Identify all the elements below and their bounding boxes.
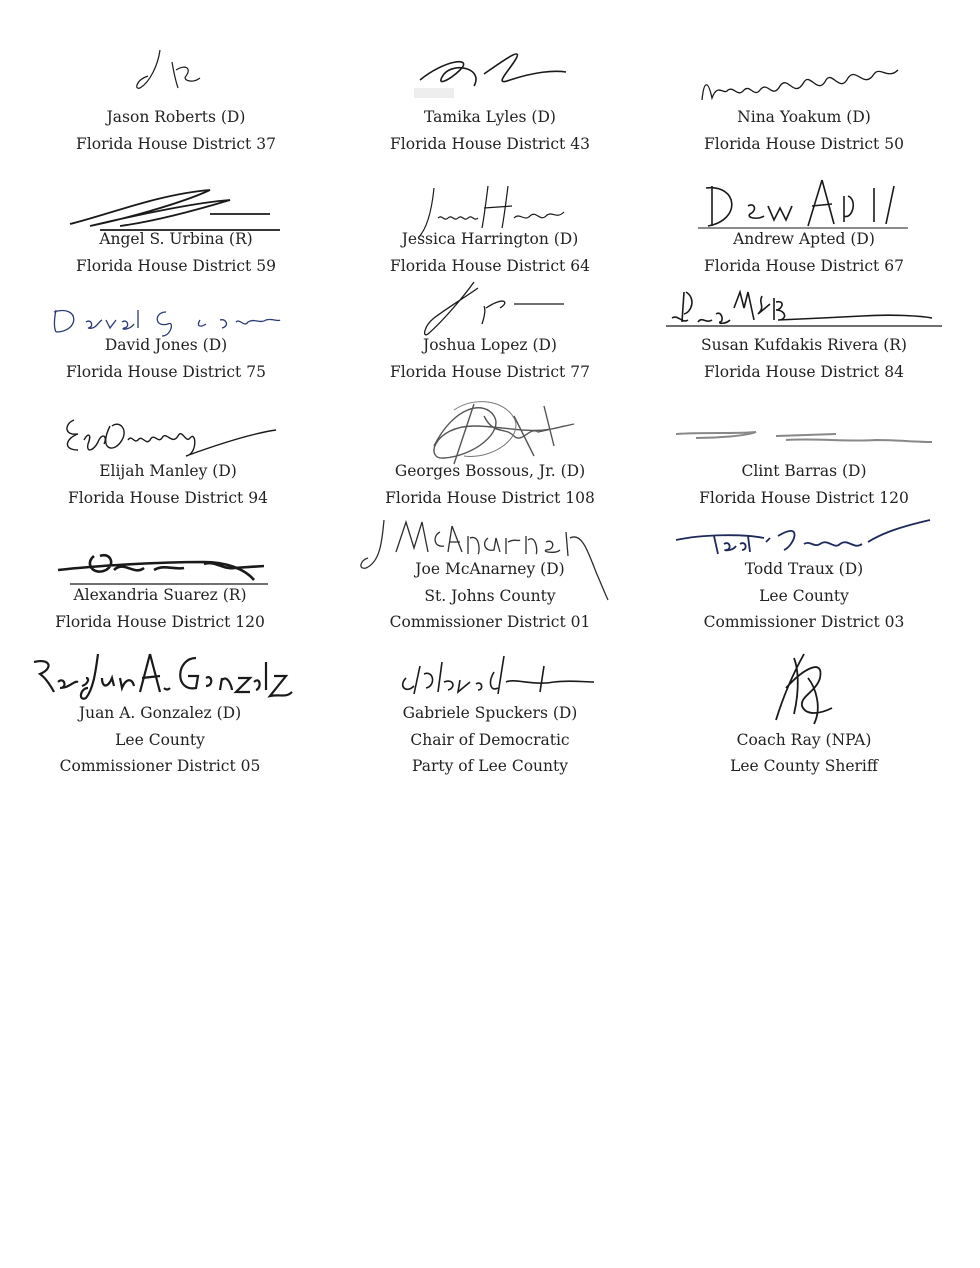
signatory-name: Jason Roberts (D) bbox=[106, 108, 246, 126]
signatory-name: Alexandria Suarez (R) bbox=[73, 586, 247, 604]
signature-block bbox=[374, 164, 606, 284]
signatory-office: Florida House District 120 bbox=[55, 612, 265, 631]
signature-block bbox=[60, 164, 292, 284]
signatory-name: Todd Traux (D) bbox=[744, 560, 864, 578]
signatory-office: Lee County Sheriff bbox=[730, 757, 878, 775]
handwritten-signature bbox=[130, 40, 230, 100]
signature-block bbox=[688, 164, 920, 284]
signatory-name bbox=[688, 700, 920, 727]
signatory-office: Commissioner District 01 bbox=[389, 613, 591, 631]
handwritten-signature bbox=[58, 410, 280, 460]
handwritten-signature bbox=[30, 648, 292, 704]
signatory-office: Commissioner District 05 bbox=[59, 757, 261, 775]
signatory-name: Elijah Manley (D) bbox=[99, 462, 237, 480]
signature-block bbox=[688, 406, 920, 522]
signatory-office: Lee County bbox=[759, 586, 849, 605]
signatory-office: Lee County bbox=[115, 730, 205, 749]
signature-block bbox=[374, 40, 606, 160]
handwritten-signature bbox=[676, 424, 932, 450]
signatory-name: Nina Yoakum (D) bbox=[737, 108, 871, 126]
signatory-name: Jessica Harrington (D) bbox=[401, 230, 579, 248]
signature-block bbox=[44, 648, 276, 780]
signatory-office: Florida House District 84 bbox=[704, 362, 904, 381]
signatory-office: St. Johns County bbox=[424, 586, 556, 605]
signature-block bbox=[374, 396, 606, 522]
signatory-office: Florida House District 43 bbox=[390, 134, 590, 153]
signature-block bbox=[374, 276, 606, 396]
signature-block bbox=[374, 648, 606, 780]
handwritten-signature bbox=[698, 60, 908, 110]
signature-block bbox=[60, 40, 292, 160]
signatory-name: Tamika Lyles (D) bbox=[424, 108, 556, 126]
signature-block bbox=[374, 508, 606, 640]
signatory-name: David Jones (D) bbox=[104, 336, 228, 354]
signature-block bbox=[50, 296, 282, 396]
signatory-name: Coach Ray (NPA) bbox=[736, 730, 872, 749]
signatory-office: Commissioner District 03 bbox=[703, 613, 905, 631]
signatory-office: Florida House District 77 bbox=[390, 362, 590, 381]
signature-block bbox=[688, 40, 920, 160]
signature-block bbox=[662, 284, 946, 396]
signatory-office: Party of Lee County bbox=[412, 757, 568, 775]
signatory-office: Chair of Democratic bbox=[410, 730, 570, 749]
signatory-name: Susan Kufdakis Rivera (R) bbox=[701, 336, 907, 354]
signature-block bbox=[688, 508, 920, 640]
signatory-office: Florida House District 64 bbox=[390, 256, 590, 275]
handwritten-signature bbox=[414, 40, 574, 110]
signatory-office: Florida House District 94 bbox=[68, 488, 268, 507]
signature-block bbox=[688, 648, 920, 780]
signatory-name: Joshua Lopez (D) bbox=[423, 336, 557, 354]
signatory-office: Florida House District 67 bbox=[704, 256, 904, 275]
signatory-name: Juan A. Gonzalez (D) bbox=[78, 704, 242, 722]
signatory-name: Joe McAnarney (D) bbox=[415, 560, 565, 578]
signatory-name: Clint Barras (D) bbox=[741, 462, 867, 480]
signatory-office: Florida House District 75 bbox=[66, 362, 266, 381]
signatory-office: Florida House District 50 bbox=[704, 134, 904, 153]
signatory-office: Florida House District 108 bbox=[385, 488, 595, 507]
signatory-name: Gabriele Spuckers (D) bbox=[402, 704, 578, 722]
handwritten-signature bbox=[662, 284, 946, 334]
handwritten-signature bbox=[394, 652, 594, 700]
signature-block bbox=[44, 530, 276, 640]
handwritten-signature bbox=[54, 540, 274, 586]
signatory-name: Angel S. Urbina (R) bbox=[99, 230, 253, 248]
signatory-office: Florida House District 59 bbox=[76, 256, 276, 275]
signatory-name: Georges Bossous, Jr. (D) bbox=[394, 462, 586, 480]
signature-block bbox=[52, 406, 284, 522]
signatory-name: Andrew Apted (D) bbox=[733, 230, 875, 248]
signatory-office: Florida House District 37 bbox=[76, 134, 276, 153]
signatory-office: Florida House District 120 bbox=[699, 488, 909, 507]
